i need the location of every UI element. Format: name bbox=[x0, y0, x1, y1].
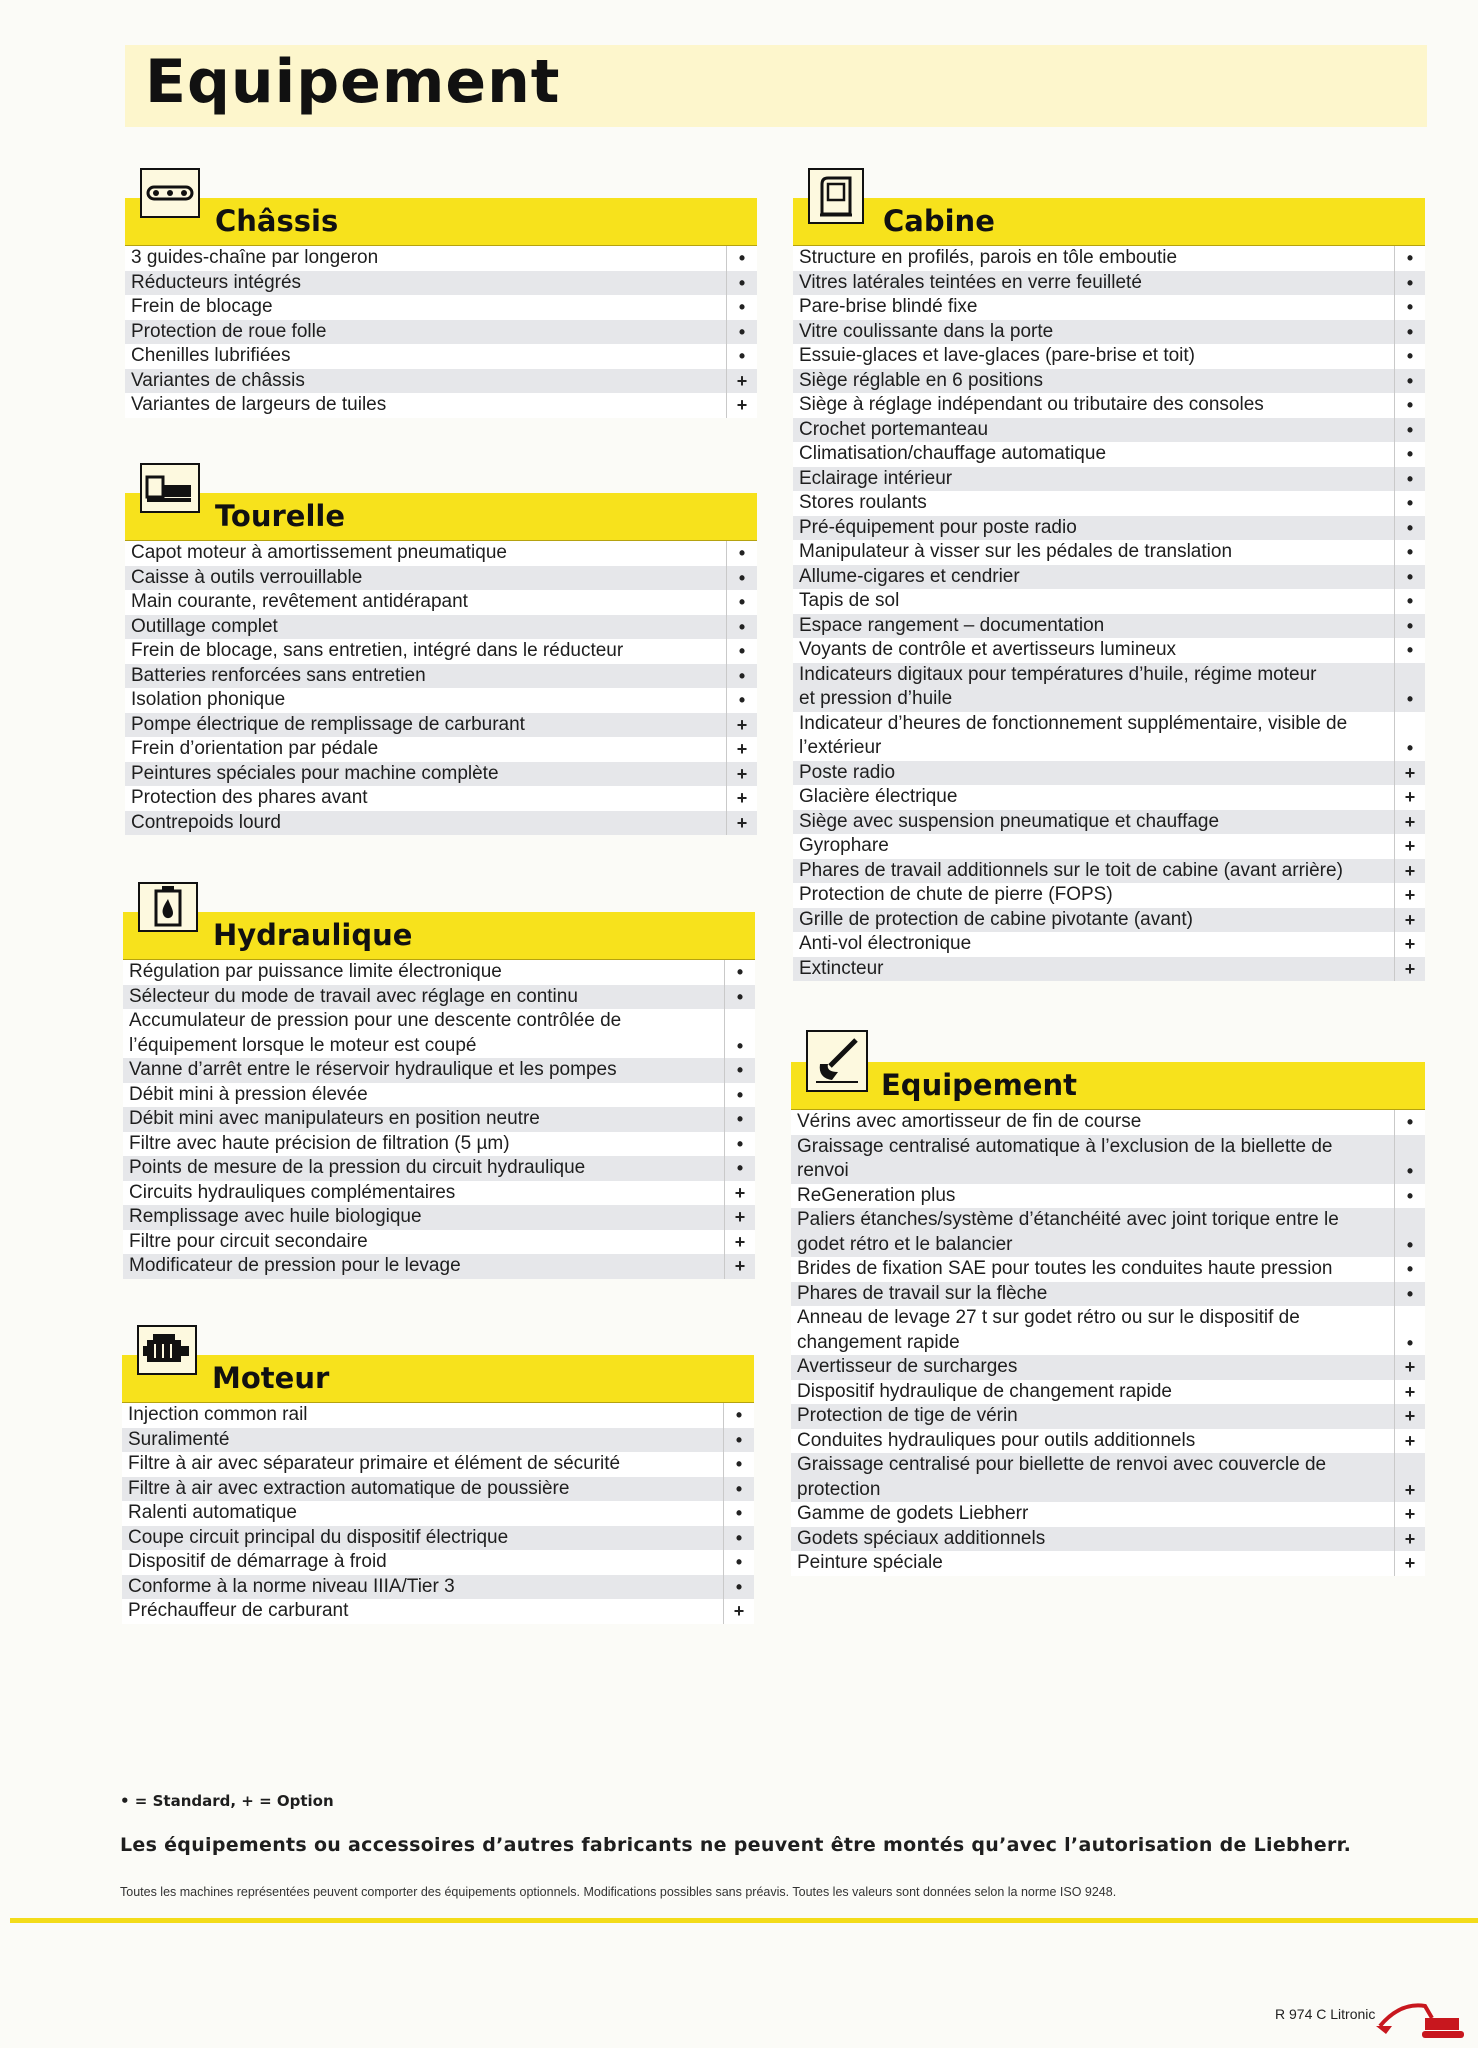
item-label: Siège réglable en 6 positions bbox=[799, 369, 1044, 391]
item-label: Chenilles lubrifiées bbox=[131, 345, 291, 366]
list-item bbox=[793, 810, 1425, 835]
list-item bbox=[125, 271, 757, 296]
availability-mark: • bbox=[726, 320, 757, 345]
availability-mark: • bbox=[1394, 565, 1425, 590]
list-item bbox=[793, 932, 1425, 957]
list-item bbox=[791, 1257, 1425, 1282]
list-item bbox=[123, 1058, 755, 1083]
item-label: Vitre coulissante dans la porte bbox=[799, 320, 1054, 342]
item-label: Phares de travail sur la flèche bbox=[797, 1282, 1048, 1304]
item-label: Siège à réglage indépendant ou tributaire des consoles bbox=[799, 394, 1264, 415]
list-item bbox=[125, 737, 757, 762]
list-item bbox=[125, 320, 757, 345]
availability-mark: • bbox=[1394, 1135, 1425, 1184]
uppercarriage-icon bbox=[140, 463, 200, 513]
availability-mark: • bbox=[724, 1083, 755, 1108]
list-item bbox=[791, 1306, 1425, 1355]
availability-mark: • bbox=[726, 246, 757, 271]
list-item bbox=[793, 761, 1425, 786]
item-label: Filtre avec haute précision de filtration (5 µm) bbox=[129, 1132, 510, 1154]
item-label: Structure en profilés, parois en tôle emboutie bbox=[799, 247, 1178, 268]
item-label: Vérins avec amortisseur de fin de course bbox=[797, 1111, 1142, 1132]
item-label: Essuie-glaces et lave-glaces (pare-brise et toit) bbox=[799, 345, 1196, 366]
section-title: Châssis bbox=[215, 204, 339, 238]
item-label: Gamme de godets Liebherr bbox=[797, 1503, 1029, 1524]
list-item bbox=[123, 1156, 755, 1181]
item-label: Frein de blocage bbox=[131, 296, 273, 317]
availability-mark: • bbox=[1394, 1208, 1425, 1257]
item-label: Pompe électrique de remplissage de carburant bbox=[131, 713, 525, 735]
tourelle-list bbox=[125, 541, 757, 835]
third-party-note: Les équipements ou accessoires d’autres fabricants ne peuvent être montés qu’avec l’autorisation de Liebherr. bbox=[120, 1834, 1352, 1856]
list-item bbox=[123, 1205, 755, 1230]
item-label: Remplissage avec huile biologique bbox=[129, 1206, 422, 1227]
item-label: Régulation par puissance limite électronique bbox=[129, 961, 502, 982]
list-item bbox=[125, 295, 757, 320]
list-item bbox=[122, 1428, 754, 1453]
footer-rule bbox=[10, 1918, 1478, 1923]
availability-mark: • bbox=[1394, 1110, 1425, 1135]
list-item bbox=[123, 1009, 755, 1058]
list-item bbox=[793, 712, 1425, 761]
list-item bbox=[125, 639, 757, 664]
availability-mark: + bbox=[1394, 957, 1425, 982]
item-label: Ralenti automatique bbox=[128, 1502, 297, 1523]
availability-mark: • bbox=[726, 664, 757, 689]
list-item bbox=[123, 960, 755, 985]
item-label: Tapis de sol bbox=[799, 590, 900, 611]
list-item bbox=[793, 589, 1425, 614]
availability-mark: • bbox=[724, 960, 755, 985]
availability-mark: + bbox=[724, 1254, 755, 1279]
availability-mark: • bbox=[726, 295, 757, 320]
list-item bbox=[793, 393, 1425, 418]
availability-mark: + bbox=[726, 811, 757, 836]
availability-mark: • bbox=[723, 1526, 754, 1551]
item-label: ReGeneration plus bbox=[797, 1184, 956, 1206]
item-label: Filtre à air avec extraction automatique de poussière bbox=[128, 1477, 570, 1499]
list-item bbox=[125, 688, 757, 713]
item-label: Batteries renforcées sans entretien bbox=[131, 664, 426, 686]
excavator-logo-icon bbox=[1370, 1996, 1470, 2041]
availability-mark: + bbox=[1394, 883, 1425, 908]
availability-mark: • bbox=[724, 1107, 755, 1132]
availability-mark: + bbox=[1394, 1404, 1425, 1429]
item-label: Préchauffeur de carburant bbox=[128, 1600, 349, 1621]
item-label: Conforme à la norme niveau IIIA/Tier 3 bbox=[128, 1575, 455, 1597]
list-item bbox=[793, 344, 1425, 369]
item-label: Pare-brise blindé fixe bbox=[799, 296, 978, 317]
item-label: Capot moteur à amortissement pneumatique bbox=[131, 542, 507, 563]
item-label: Graissage centralisé automatique à l’exclusion de la biellette de renvoi bbox=[797, 1135, 1333, 1181]
availability-mark: + bbox=[1394, 1453, 1425, 1502]
availability-mark: + bbox=[1394, 834, 1425, 859]
availability-mark: • bbox=[1394, 418, 1425, 443]
item-label: Grille de protection de cabine pivotante (avant) bbox=[799, 908, 1193, 930]
item-label: Variantes de largeurs de tuiles bbox=[131, 394, 387, 415]
item-label: Climatisation/chauffage automatique bbox=[799, 443, 1107, 464]
list-item bbox=[793, 271, 1425, 296]
list-item bbox=[122, 1526, 754, 1551]
page-title-bar bbox=[125, 45, 1427, 127]
section-header bbox=[791, 1062, 1425, 1110]
availability-mark: • bbox=[726, 566, 757, 591]
availability-mark: + bbox=[726, 786, 757, 811]
availability-mark: + bbox=[1394, 1502, 1425, 1527]
item-label: Main courante, revêtement antidérapant bbox=[131, 591, 468, 612]
section-title: Cabine bbox=[883, 204, 995, 238]
availability-mark: + bbox=[724, 1205, 755, 1230]
availability-mark: • bbox=[724, 985, 755, 1010]
track-icon bbox=[140, 168, 200, 218]
list-item bbox=[791, 1429, 1425, 1454]
list-item bbox=[793, 467, 1425, 492]
item-label: Peinture spéciale bbox=[797, 1552, 943, 1573]
availability-mark: • bbox=[1394, 516, 1425, 541]
item-label: Godets spéciaux additionnels bbox=[797, 1527, 1046, 1549]
item-label: Voyants de contrôle et avertisseurs lumineux bbox=[799, 639, 1177, 660]
item-label: Coupe circuit principal du dispositif électrique bbox=[128, 1526, 509, 1548]
list-item bbox=[793, 320, 1425, 345]
item-label: Circuits hydrauliques complémentaires bbox=[129, 1181, 456, 1203]
list-item bbox=[125, 541, 757, 566]
availability-mark: • bbox=[726, 271, 757, 296]
item-label: Protection de chute de pierre (FOPS) bbox=[799, 884, 1113, 905]
availability-mark: • bbox=[1394, 663, 1425, 712]
availability-mark: • bbox=[1394, 589, 1425, 614]
list-item bbox=[125, 369, 757, 394]
item-label: Indicateur d’heures de fonctionnement supplémentaire, visible de l’extérieur bbox=[799, 712, 1348, 758]
item-label: Variantes de châssis bbox=[131, 369, 305, 391]
availability-mark: + bbox=[1394, 1355, 1425, 1380]
item-label: Anti-vol électronique bbox=[799, 933, 972, 954]
list-item bbox=[791, 1404, 1425, 1429]
list-item bbox=[125, 664, 757, 689]
list-item bbox=[793, 418, 1425, 443]
item-label: Peintures spéciales pour machine complète bbox=[131, 762, 499, 784]
availability-mark: • bbox=[1394, 1184, 1425, 1209]
list-item bbox=[122, 1477, 754, 1502]
availability-mark: • bbox=[1394, 467, 1425, 492]
item-label: Injection common rail bbox=[128, 1404, 308, 1425]
item-label: Outillage complet bbox=[131, 615, 278, 637]
list-item bbox=[793, 785, 1425, 810]
item-label: Pré-équipement pour poste radio bbox=[799, 516, 1077, 538]
list-item bbox=[122, 1550, 754, 1575]
list-item bbox=[122, 1575, 754, 1600]
item-label: 3 guides-chaîne par longeron bbox=[131, 247, 379, 268]
availability-mark: + bbox=[726, 713, 757, 738]
item-label: Accumulateur de pression pour une descente contrôlée de l’équipement lorsque le moteur est coupé bbox=[129, 1010, 622, 1056]
item-label: Manipulateur à visser sur les pédales de translation bbox=[799, 541, 1233, 562]
item-label: Espace rangement – documentation bbox=[799, 614, 1105, 636]
item-label: Allume-cigares et cendrier bbox=[799, 565, 1020, 587]
list-item bbox=[793, 834, 1425, 859]
list-item bbox=[125, 246, 757, 271]
availability-mark: • bbox=[723, 1403, 754, 1428]
availability-mark: + bbox=[1394, 761, 1425, 786]
item-label: Isolation phonique bbox=[131, 689, 286, 710]
availability-mark: + bbox=[1394, 908, 1425, 933]
list-item bbox=[791, 1282, 1425, 1307]
availability-mark: • bbox=[723, 1452, 754, 1477]
item-label: Avertisseur de surcharges bbox=[797, 1356, 1018, 1377]
item-label: Débit mini avec manipulateurs en position neutre bbox=[129, 1108, 540, 1129]
availability-mark: + bbox=[726, 737, 757, 762]
item-label: Extincteur bbox=[799, 957, 884, 979]
list-item bbox=[791, 1355, 1425, 1380]
oil-drop-icon bbox=[138, 882, 198, 932]
item-label: Réducteurs intégrés bbox=[131, 271, 302, 293]
item-label: Sélecteur du mode de travail avec réglage en continu bbox=[129, 985, 578, 1007]
list-item bbox=[793, 246, 1425, 271]
item-label: Stores roulants bbox=[799, 492, 927, 513]
availability-mark: • bbox=[1394, 369, 1425, 394]
item-label: Dispositif de démarrage à froid bbox=[128, 1551, 387, 1572]
item-label: Protection des phares avant bbox=[131, 787, 368, 808]
item-label: Frein d’orientation par pédale bbox=[131, 738, 379, 759]
engine-icon bbox=[137, 1325, 197, 1375]
section-header bbox=[123, 912, 755, 960]
list-item bbox=[791, 1208, 1425, 1257]
list-item bbox=[793, 295, 1425, 320]
list-item bbox=[791, 1527, 1425, 1552]
availability-mark: • bbox=[724, 1156, 755, 1181]
list-item bbox=[793, 516, 1425, 541]
availability-mark: • bbox=[1394, 614, 1425, 639]
item-label: Points de mesure de la pression du circuit hydraulique bbox=[129, 1157, 586, 1178]
footer-model-code: R 974 C Litronic bbox=[1275, 2006, 1376, 2022]
chassis-list bbox=[125, 246, 757, 418]
section-header bbox=[122, 1355, 754, 1403]
list-item bbox=[122, 1452, 754, 1477]
item-label: Crochet portemanteau bbox=[799, 418, 989, 440]
list-item bbox=[125, 762, 757, 787]
list-item bbox=[125, 786, 757, 811]
list-item bbox=[791, 1110, 1425, 1135]
availability-mark: + bbox=[726, 369, 757, 394]
list-item bbox=[125, 590, 757, 615]
list-item bbox=[123, 1254, 755, 1279]
list-item bbox=[125, 344, 757, 369]
bucket-arm-icon bbox=[806, 1030, 868, 1092]
availability-mark: • bbox=[723, 1477, 754, 1502]
list-item bbox=[793, 369, 1425, 394]
list-item bbox=[122, 1501, 754, 1526]
item-label: Caisse à outils verrouillable bbox=[131, 566, 363, 588]
availability-mark: • bbox=[726, 615, 757, 640]
availability-mark: • bbox=[1394, 295, 1425, 320]
section-title: Equipement bbox=[881, 1068, 1077, 1102]
list-item bbox=[122, 1599, 754, 1624]
item-label: Filtre à air avec séparateur primaire et élément de sécurité bbox=[128, 1453, 621, 1474]
availability-mark: • bbox=[1394, 393, 1425, 418]
list-item bbox=[793, 908, 1425, 933]
list-item bbox=[125, 566, 757, 591]
item-label: Phares de travail additionnels sur le toit de cabine (avant arrière) bbox=[799, 859, 1343, 881]
list-item bbox=[791, 1380, 1425, 1405]
availability-mark: + bbox=[1394, 1527, 1425, 1552]
list-item bbox=[123, 1181, 755, 1206]
availability-mark: • bbox=[1394, 271, 1425, 296]
list-item bbox=[793, 442, 1425, 467]
availability-mark: • bbox=[1394, 246, 1425, 271]
legend: • = Standard, + = Option bbox=[120, 1792, 334, 1810]
availability-mark: + bbox=[1394, 1429, 1425, 1454]
item-label: Débit mini à pression élevée bbox=[129, 1083, 368, 1105]
item-label: Glacière électrique bbox=[799, 786, 958, 807]
availability-mark: + bbox=[724, 1230, 755, 1255]
list-item bbox=[125, 615, 757, 640]
disclaimer: Toutes les machines représentées peuvent comporter des équipements optionnels. Modifications possibles sans préavis. Toutes les valeurs sont données selon la norme ISO 9248. bbox=[120, 1885, 1117, 1899]
item-label: Protection de tige de vérin bbox=[797, 1405, 1018, 1426]
list-item bbox=[123, 1230, 755, 1255]
list-item bbox=[793, 540, 1425, 565]
list-item bbox=[125, 811, 757, 836]
section-title: Hydraulique bbox=[213, 918, 413, 952]
cab-icon bbox=[808, 168, 864, 224]
page-title: Equipement bbox=[145, 47, 561, 117]
availability-mark: + bbox=[1394, 859, 1425, 884]
equipement-list bbox=[791, 1110, 1425, 1576]
availability-mark: • bbox=[1394, 540, 1425, 565]
list-item bbox=[791, 1502, 1425, 1527]
list-item bbox=[793, 491, 1425, 516]
list-item bbox=[791, 1551, 1425, 1576]
availability-mark: • bbox=[723, 1501, 754, 1526]
item-label: Dispositif hydraulique de changement rapide bbox=[797, 1380, 1172, 1402]
cabine-list bbox=[793, 246, 1425, 981]
item-label: Paliers étanches/système d’étanchéité avec joint torique entre le godet rétro et le balancier bbox=[797, 1209, 1339, 1255]
item-label: Frein de blocage, sans entretien, intégré dans le réducteur bbox=[131, 640, 624, 661]
list-item bbox=[791, 1135, 1425, 1184]
item-label: Brides de fixation SAE pour toutes les conduites haute pression bbox=[797, 1258, 1333, 1279]
section-title: Tourelle bbox=[215, 499, 346, 533]
availability-mark: • bbox=[726, 688, 757, 713]
item-label: Siège avec suspension pneumatique et chauffage bbox=[799, 810, 1220, 832]
list-item bbox=[793, 565, 1425, 590]
list-item bbox=[125, 393, 757, 418]
availability-mark: + bbox=[1394, 1380, 1425, 1405]
availability-mark: • bbox=[724, 1132, 755, 1157]
availability-mark: • bbox=[726, 590, 757, 615]
availability-mark: • bbox=[723, 1550, 754, 1575]
availability-mark: + bbox=[723, 1599, 754, 1624]
moteur-list bbox=[122, 1403, 754, 1624]
availability-mark: • bbox=[724, 1009, 755, 1058]
availability-mark: • bbox=[1394, 638, 1425, 663]
availability-mark: + bbox=[726, 762, 757, 787]
availability-mark: • bbox=[726, 344, 757, 369]
availability-mark: • bbox=[1394, 320, 1425, 345]
availability-mark: • bbox=[723, 1575, 754, 1600]
availability-mark: + bbox=[726, 393, 757, 418]
availability-mark: + bbox=[1394, 810, 1425, 835]
item-label: Gyrophare bbox=[799, 835, 889, 856]
list-item bbox=[791, 1184, 1425, 1209]
list-item bbox=[122, 1403, 754, 1428]
availability-mark: + bbox=[1394, 785, 1425, 810]
availability-mark: • bbox=[1394, 1257, 1425, 1282]
list-item bbox=[125, 713, 757, 738]
section-title: Moteur bbox=[212, 1361, 330, 1395]
list-item bbox=[793, 859, 1425, 884]
item-label: Protection de roue folle bbox=[131, 320, 327, 342]
availability-mark: • bbox=[726, 639, 757, 664]
item-label: Vitres latérales teintées en verre feuilleté bbox=[799, 271, 1142, 293]
item-label: Contrepoids lourd bbox=[131, 811, 281, 833]
item-label: Conduites hydrauliques pour outils additionnels bbox=[797, 1429, 1196, 1451]
list-item bbox=[793, 957, 1425, 982]
list-item bbox=[793, 614, 1425, 639]
list-item bbox=[123, 985, 755, 1010]
availability-mark: • bbox=[1394, 491, 1425, 516]
item-label: Graissage centralisé pour biellette de renvoi avec couvercle de protection bbox=[797, 1454, 1327, 1500]
section-header bbox=[125, 493, 757, 541]
hydraulique-list bbox=[123, 960, 755, 1279]
item-label: Suralimenté bbox=[128, 1428, 230, 1450]
availability-mark: + bbox=[1394, 1551, 1425, 1576]
availability-mark: • bbox=[724, 1058, 755, 1083]
list-item bbox=[123, 1107, 755, 1132]
list-item bbox=[793, 663, 1425, 712]
item-label: Indicateurs digitaux pour températures d’huile, régime moteur et pression d’huile bbox=[799, 663, 1317, 709]
item-label: Anneau de levage 27 t sur godet rétro ou sur le dispositif de changement rapide bbox=[797, 1307, 1300, 1353]
item-label: Vanne d’arrêt entre le réservoir hydraulique et les pompes bbox=[129, 1059, 617, 1080]
section-header bbox=[125, 198, 757, 246]
availability-mark: • bbox=[1394, 1306, 1425, 1355]
availability-mark: • bbox=[1394, 344, 1425, 369]
item-label: Poste radio bbox=[799, 761, 896, 783]
item-label: Modificateur de pression pour le levage bbox=[129, 1255, 461, 1276]
list-item bbox=[123, 1083, 755, 1108]
item-label: Eclairage intérieur bbox=[799, 467, 953, 489]
availability-mark: • bbox=[726, 541, 757, 566]
availability-mark: + bbox=[1394, 932, 1425, 957]
list-item bbox=[793, 638, 1425, 663]
availability-mark: • bbox=[1394, 712, 1425, 761]
availability-mark: • bbox=[1394, 1282, 1425, 1307]
list-item bbox=[123, 1132, 755, 1157]
list-item bbox=[791, 1453, 1425, 1502]
list-item bbox=[793, 883, 1425, 908]
availability-mark: + bbox=[724, 1181, 755, 1206]
section-header bbox=[793, 198, 1425, 246]
availability-mark: • bbox=[723, 1428, 754, 1453]
item-label: Filtre pour circuit secondaire bbox=[129, 1230, 368, 1252]
availability-mark: • bbox=[1394, 442, 1425, 467]
